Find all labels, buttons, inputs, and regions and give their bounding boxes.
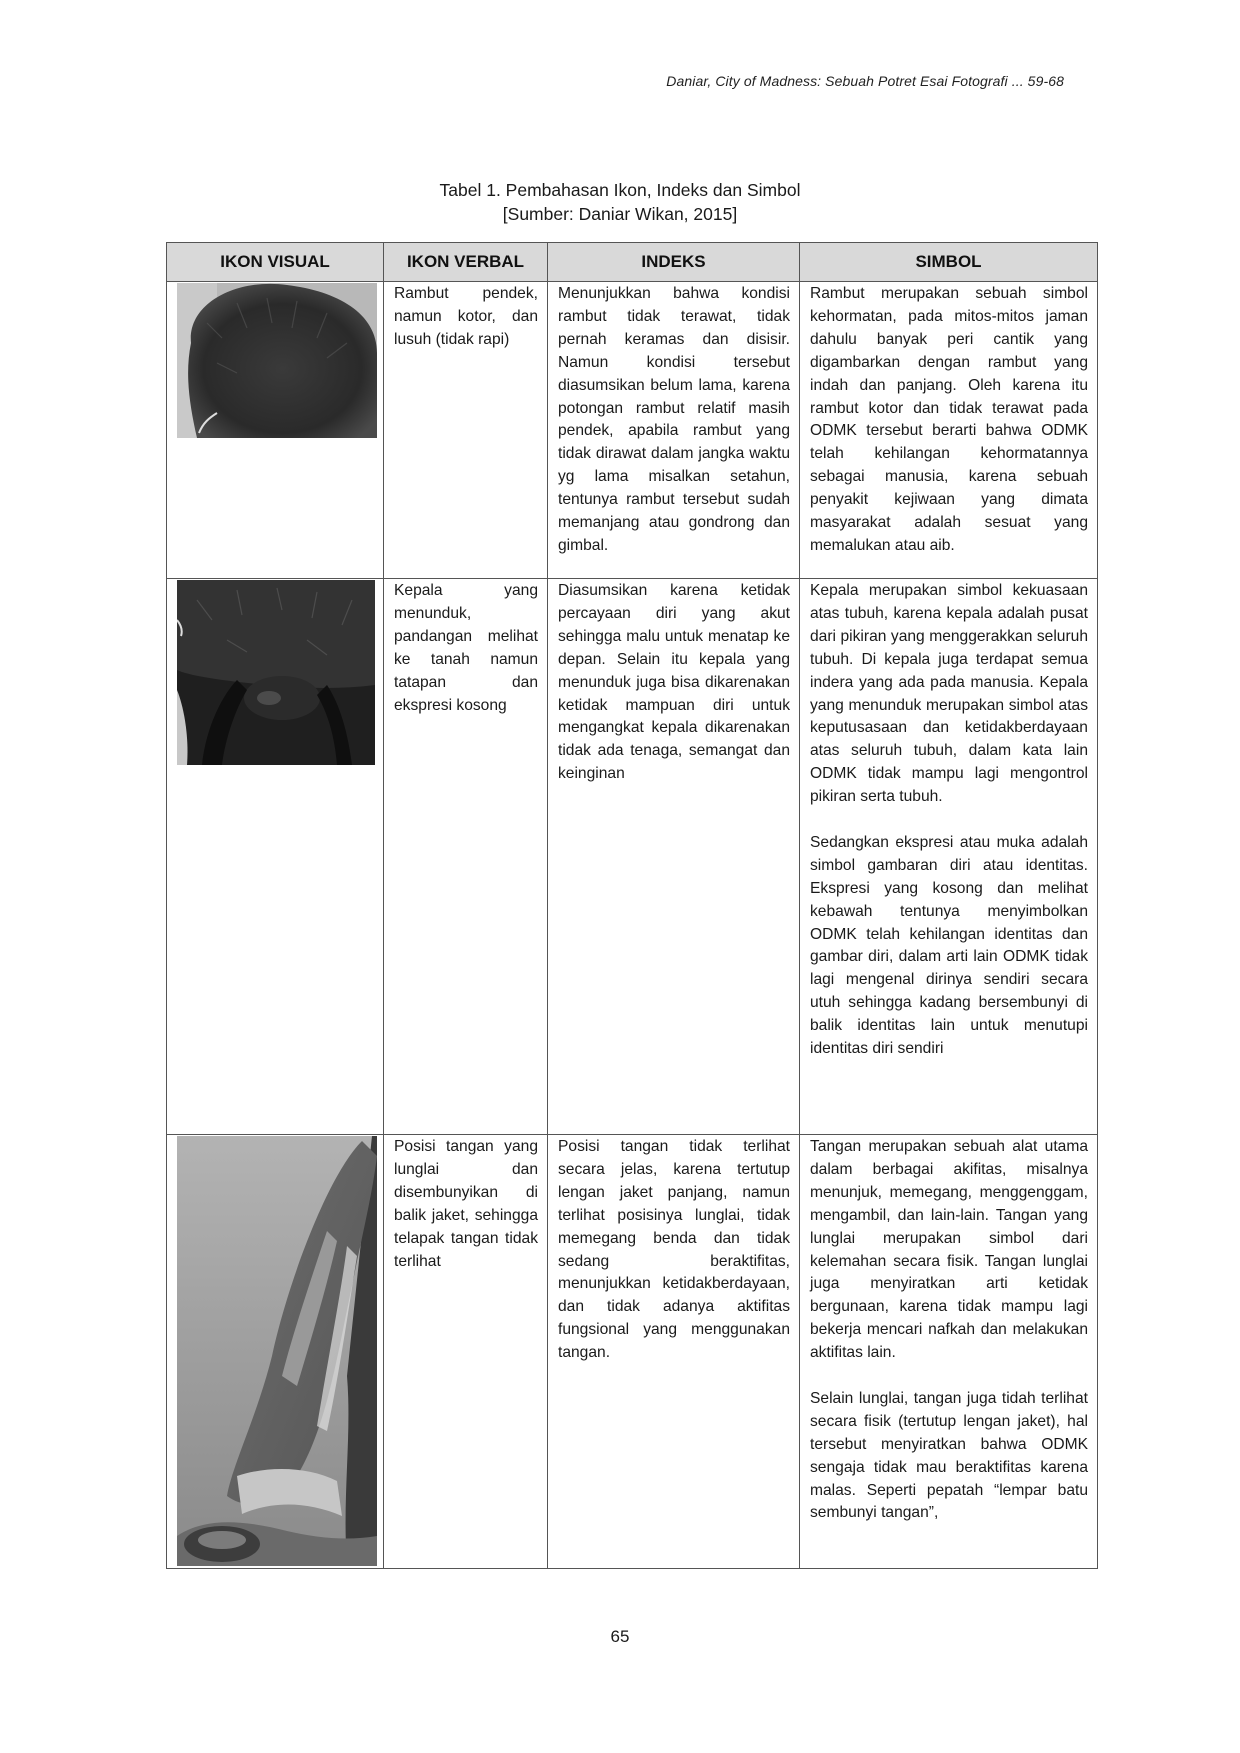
header-ikon-verbal: IKON VERBAL (384, 243, 548, 282)
table-caption (0, 178, 1240, 226)
ikon-visual-cell (167, 579, 384, 1135)
photo-arm-in-jacket (177, 1136, 377, 1566)
ikon-verbal-cell: Kepala yang menunduk, pandangan melihat ke tanah namun tatapan dan ekspresi kosong (384, 579, 548, 1135)
page-number: 65 (610, 1627, 630, 1646)
header-ikon-visual: IKON VISUAL (167, 243, 384, 282)
simbol-paragraph: Kepala merupakan simbol kekuasaan atas tubuh, karena kepala adalah pusat dari pikiran yang menggerakkan seluruh tubuh. Di kepala juga terdapat semua indera yang ada pada manusia. Kepala yang menunduk merupakan simbol atas keputusasaan dan ketidakberdayaan atas seluruh tubuh, dalam kata lain ODMK tidak mampu lagi mengontrol pikiran serta tubuh. (810, 582, 1088, 806)
table-row (167, 282, 1098, 579)
simbol-cell (800, 282, 1098, 579)
photo-messy-hair (177, 283, 377, 438)
simbol-paragraph: Selain lunglai, tangan juga tidah terlihat secara fisik (tertutup lengan jaket), hal tersebut menyiratkan bahwa ODMK sengaja tidak mau beraktifitas karena malas. Seperti pepatah “lempar batu sembunyi tangan”, (810, 1389, 1088, 1522)
photo-bowed-head (177, 580, 375, 765)
indeks-cell: Diasumsikan karena ketidak percayaan diri yang akut sehingga malu untuk menatap ke depan. Selain itu kepala yang menunduk juga bisa dikarenakan ketidak mampuan diri untuk mengangkat kepala dikarenakan tidak ada tenaga, semangat dan keinginan (548, 579, 800, 1135)
simbol-paragraph: Tangan merupakan sebuah alat utama dalam berbagai akifitas, misalnya menunjuk, memegang, menggenggam, mengambil, dan lain-lain. Tangan yang lunglai merupakan simbol dari kelemahan secara fisik. Tangan lunglai juga menyiratkan arti ketidak bergunaan, karena tidak mampu lagi bekerja mencari nafkah dan melakukan aktifitas lain. (810, 1138, 1088, 1362)
ikon-visual-cell (167, 282, 384, 579)
indeks-cell: Posisi tangan tidak terlihat secara jelas, karena tertutup lengan jaket panjang, namun terlihat posisinya lunglai, tidak memegang benda dan tidak sedang beraktifitas, menunjukkan ketidakberdayaan, dan tidak adanya aktifitas fungsional yang menggunakan tangan. (548, 1135, 800, 1569)
table-source: [Sumber: Daniar Wikan, 2015] (502, 204, 738, 224)
ikon-verbal-cell: Posisi tangan yang lunglai dan disembunyikan di balik jaket, sehingga telapak tangan tidak terlihat (384, 1135, 548, 1569)
table-title: Tabel 1. Pembahasan Ikon, Indeks dan Simbol (439, 180, 801, 200)
table-header-row (167, 243, 1098, 282)
simbol-cell (800, 1135, 1098, 1569)
simbol-paragraph: Sedangkan ekspresi atau muka adalah simbol gambaran diri atau identitas. Ekspresi yang kosong dan melihat kebawah tentunya menyimbolkan ODMK telah kehilangan identitas dan gambar diri, dalam arti lain ODMK tidak lagi mengenal dirinya sendiri secara utuh sehingga kadang bersembunyi di balik identitas lain untuk menutupi identitas diri sendiri (810, 833, 1088, 1058)
header-indeks: INDEKS (548, 243, 800, 282)
table-row (167, 579, 1098, 1135)
header-simbol: SIMBOL (800, 243, 1098, 282)
indeks-cell: Menunjukkan bahwa kondisi rambut tidak terawat, tidak pernah keramas dan disisir. Namun kondisi tersebut diasumsikan belum lama, karena potongan rambut relatif masih pendek, apabila rambut yang tidak dirawat dalam jangka waktu yg lama misalkan setahun, tentunya rambut tersebut sudah memanjang atau gondrong dan gimbal. (548, 282, 800, 579)
simbol-paragraph: Rambut merupakan sebuah simbol kehormatan, pada mitos-mitos jaman dahulu banyak peri cantik yang digambarkan dengan rambut yang indah dan panjang. Oleh karena itu rambut kotor dan tidak terawat pada ODMK tersebut berarti bahwa ODMK telah kehilangan kehormatannya sebagai manusia, karena sebuah penyakit kejiwaan yang dimata masyarakat adalah sesuat yang memalukan atau aib. (810, 285, 1088, 554)
ikon-verbal-cell: Rambut pendek, namun kotor, dan lusuh (tidak rapi) (384, 282, 548, 579)
table-row (167, 1135, 1098, 1569)
running-head: Daniar, City of Madness: Sebuah Potret Esai Fotografi ... 59-68 (666, 73, 1064, 89)
simbol-cell (800, 579, 1098, 1135)
semiotic-analysis-table (166, 242, 1098, 1569)
ikon-visual-cell (167, 1135, 384, 1569)
